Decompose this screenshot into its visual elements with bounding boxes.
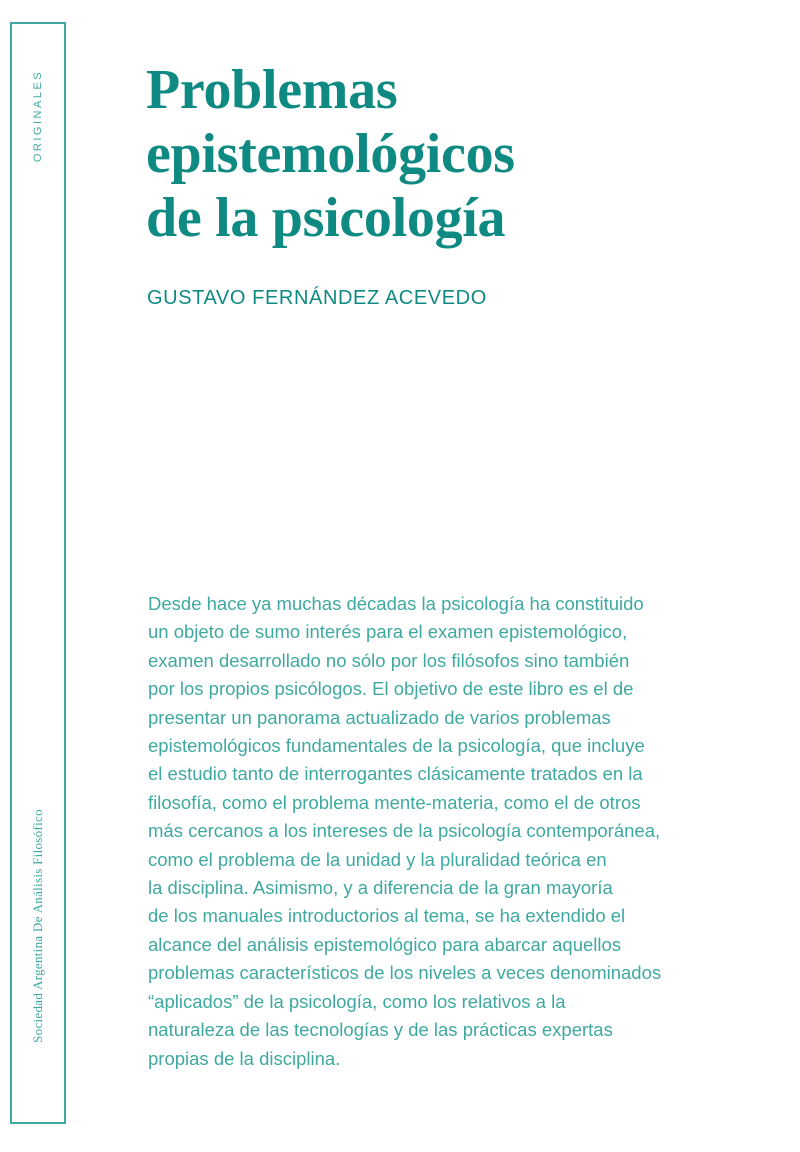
blurb-line: “aplicados” de la psicología, como los relativos a la: [148, 990, 566, 1012]
author-name: GUSTAVO FERNÁNDEZ ACEVEDO: [147, 287, 487, 309]
spine-series-label: ORIGINALES: [32, 69, 44, 163]
blurb-line: propias de la disciplina.: [148, 1047, 341, 1069]
blurb-line: naturaleza de las tecnologías y de las prácticas expertas: [148, 1019, 613, 1041]
blurb-line: problemas característicos de los niveles a veces denominados: [148, 962, 662, 984]
blurb-line: más cercanos a los intereses de la psicología contemporánea,: [148, 820, 661, 842]
book-title-line: epistemológicos: [146, 123, 515, 185]
blurb-line: como el problema de la unidad y la pluralidad teórica en: [148, 848, 607, 870]
blurb-line: examen desarrollado no sólo por los filósofos sino también: [148, 649, 630, 671]
blurb-line: presentar un panorama actualizado de varios problemas: [148, 706, 611, 728]
book-title: [146, 58, 766, 250]
blurb-line: un objeto de sumo interés para el examen epistemológico,: [148, 621, 628, 643]
blurb-line: epistemológicos fundamentales de la psicología, que incluye: [148, 735, 645, 757]
blurb-line: Desde hace ya muchas décadas la psicología ha constituido: [148, 593, 644, 614]
spine-publisher-label: Sociedad Argentina De Análisis Filosófico: [30, 809, 45, 1043]
blurb-line: alcance del análisis epistemológico para abarcar aquellos: [148, 933, 622, 955]
book-title-line: Problemas: [146, 59, 398, 121]
blurb-line: de los manuales introductorios al tema, se ha extendido el: [148, 905, 626, 927]
blurb-line: por los propios psicólogos. El objetivo de este libro es el de: [148, 678, 634, 700]
blurb-line: el estudio tanto de interrogantes clásicamente tratados en la: [148, 763, 643, 785]
blurb-line: la disciplina. Asimismo, y a diferencia de la gran mayoría: [148, 877, 613, 899]
back-cover-blurb: [148, 590, 788, 1073]
blurb-line: filosofía, como el problema mente-materia, como el de otros: [148, 791, 641, 813]
book-title-line: de la psicología: [146, 187, 506, 249]
